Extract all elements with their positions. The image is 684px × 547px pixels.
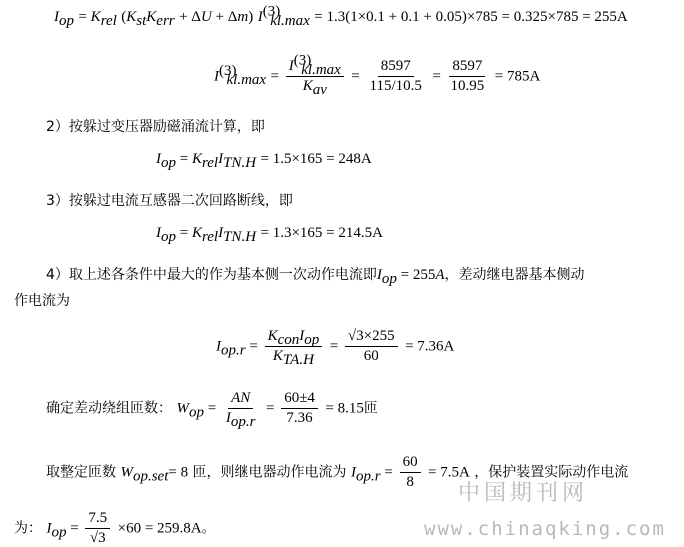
fraction-75-over-sqrt3: $\frac{7.5}{√3}$: [85, 510, 110, 547]
watermark-url: www.chinaqking.com: [424, 518, 666, 540]
step-3-text: 3）按躲过电流互感器二次回路断线，即: [46, 193, 293, 209]
fraction-an-over-iop: $\frac{AN}{I_{op.r}}$: [225, 390, 256, 430]
fraction-fault-over-kav: $\frac{I^{(3)}_{kl.max}}{K_{av}}$: [286, 58, 344, 95]
equation-ct-break: $I_{op} = K_{rel}I_{TN.H} = 1.3\times 165 = 214.5A$: [156, 225, 383, 245]
fraction-sqrt3-255-over-60: $\frac{√3\times 255}{60}$: [345, 328, 398, 365]
step-4-text-line2: 作电流为: [14, 293, 70, 309]
fraction-60-over-8: $\frac{60}{8}$: [400, 454, 421, 491]
watermark-chinese: 中国期刊网: [458, 481, 589, 506]
equation-max-fault-current: $I^{(3)}_{kl.max}$ = $\frac{I^{(3)}_{kl.max}}{K_{av}}$ = $\frac{8597}{115/10.5}$ = $\frac{8597}{10.95}$ = 785A: [214, 52, 541, 98]
fraction-60pm4-over-736: $\frac{60\pm 4}{7.36}$: [281, 390, 318, 427]
equation-turns: 确定差动绕组匝数： $W_{op}$ = $\frac{AN}{I_{op.r}}$ = $\frac{60\pm 4}{7.36}$ = 8.15匝: [46, 390, 378, 430]
set-turns-line: 取整定匝数 $W_{op.set}= 8$ 匝，则继电器动作电流为 $I_{op.r}$ = $\frac{60}{8}$ = 7.5A ，保护装置实际动作电流: [46, 454, 629, 490]
step-2-text: 2）按躲过变压器励磁涌流计算，即: [46, 119, 265, 135]
equation-op-current: $I_{op} = K_{rel}$ $(K_{st}K_{err} + \Delta U + \Delta m) I^{(3)}_{kl.max} = 1.3(1\times 0.1 + 0.1 + 0.05)\times 785 = 0.325\times 785 = 255A$: [54, 3, 628, 29]
fraction-8597-over-ratio: $\frac{8597}{115/10.5}$: [369, 58, 422, 94]
fraction-8597-over-1095: $\frac{8597}{10.95}$: [450, 58, 485, 94]
fraction-kcon-over-kta: $\frac{K_{con}I_{op}}{K_{TA.H}}$: [265, 328, 323, 365]
equation-relay-current: $I_{op.r}$ = $\frac{K_{con}I_{op}}{K_{TA.H}}$ = $\frac{√3\times 255}{60}$ = 7.36A: [216, 328, 455, 368]
step-4-text: 4）取上述各条件中最大的作为基本侧一次动作电流即$I_{op} = 255A$，差动继电器基本侧动: [46, 267, 585, 287]
equation-inrush: $I_{op} = K_{rel}I_{TN.H} = 1.5\times 165 = 248A$: [156, 151, 372, 171]
eq1-result: = 1.3(1×0.1 + 0.1 + 0.05)×785 = 0.325×785 = 255A: [314, 9, 628, 25]
final-current-line: 为： $I_{op}$ = $\frac{7.5}{√3}$ ×60 = 259.8A。: [14, 510, 216, 546]
